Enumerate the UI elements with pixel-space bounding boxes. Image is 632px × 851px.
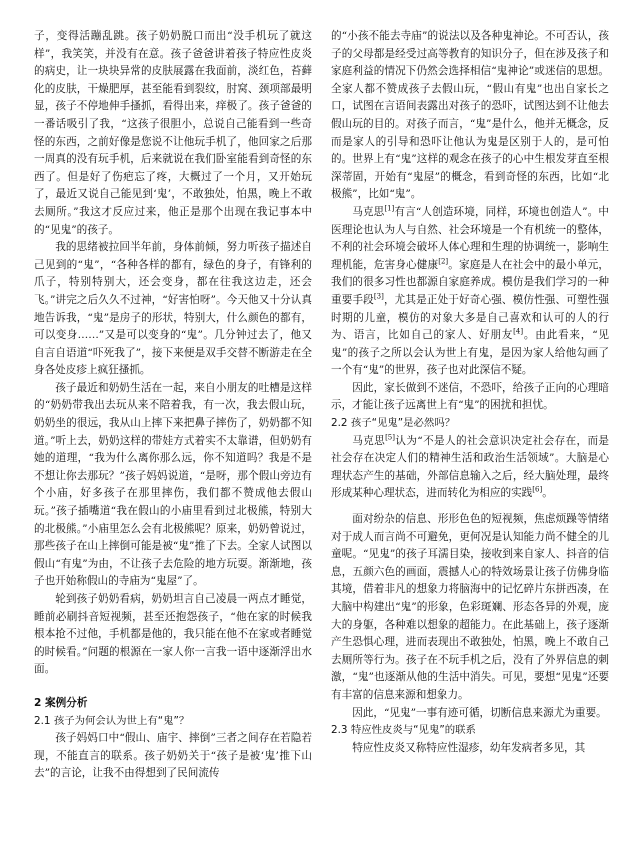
body-paragraph: 子，变得活蹦乱跳。孩子奶奶脱口而出“没手机玩了就这样”，我笑笑，并没有在意。孩子爸爸讲着孩子特应性皮炎的病史，让一块块异常的皮肤展露在我面前，淡红色，苔藓化的皮肤，干燥肥厚，甚至能看到裂纹，肘窝、颈项部最明显，孩子不停地伸手搔抓，看得出来，痒极了。孩子爸爸的一番话吸引了我，“这孩子很胆小，总说自己能看到一些奇怪的东西，之前好像是您说不让他玩手机了，他回家之后那一周真的没有玩手机，后来就说在我们卧室能看到奇怪的东西了。但是好了伤疤忘了疼，大概过了一个月，又开始玩了，最近又说自己能见到‘鬼’，不敢独处，怕黑，晚上不敢去厕所。”我这才反应过来，他正是那个出现在我记事本中的“见鬼”的孩子。	[34, 30, 312, 236]
body-paragraph	[331, 433, 609, 503]
body-paragraph	[331, 204, 609, 380]
text-run: ，尤其是正处于好奇心强、模仿性强、可塑性强时期的儿童，模仿的对象大多是自己喜欢和认可的人的行为、语言，比如自己的家人、好朋友	[331, 293, 610, 342]
text-run: 。	[542, 487, 553, 500]
citation-ref: [1]	[384, 204, 395, 213]
citation-ref: [3]	[373, 292, 384, 301]
body-paragraph: 因此，“见鬼”一事有迹可循，切断信息来源尤为重要。	[352, 706, 607, 719]
right-column	[331, 28, 609, 757]
citation-ref: [2]	[438, 257, 449, 266]
text-run: 马克思	[352, 434, 386, 447]
subsection-heading: 2.2 孩子“见鬼”是必然吗？	[331, 417, 456, 430]
text-run: 认为“不是人的社会意识决定社会存在，而是社会存在决定人们的精神生活和政治生活领域”。大脑是心理状态产生的基础，外部信息输入之后，经大脑处理，最终形成某种心理状态，进而转化为相应的实践	[331, 434, 610, 500]
subsection-heading: 2.3 特应性皮炎与“见鬼”的联系	[331, 724, 476, 737]
subsection-heading: 2.1 孩子为何会认为世上有“鬼”？	[34, 714, 190, 727]
section-spacer	[34, 679, 312, 687]
body-paragraph: 孩子妈妈口中“假山、庙宇、摔倒”三者之间存在若隐若现，不能直言的联系。孩子奶奶关于“孩子是被‘鬼’推下山去”的言论，让我不由得想到了民间流传	[34, 732, 312, 780]
text-run: 有言“人创造环境，同样，环境也创造人”。中医理论也认为人与自然、社会环境是一个有机统一的整体，不利的社会环境会破坏人体心理和生理的协调统一，影响生理机能，危害身心健康	[331, 205, 609, 271]
text-run: 。家庭是人在社会中的最小单元，我们的很多习性也都源自家庭养成。模仿是我们学习的一种重要手段	[331, 258, 610, 306]
body-paragraph: 轮到孩子奶奶看病，奶奶坦言自己凌晨一两点才睡觉，睡前必刷抖音短视频，甚至还抱怨孩子，“他在家的时候我根本抢不过他，手机都是他的，我只能在他不在家或者睡觉的时候看。”问题的根源在一家人你一言我一语中逐渐浮出水面。	[34, 593, 312, 676]
citation-ref: [4]	[513, 327, 524, 336]
citation-ref: [5]	[385, 433, 395, 442]
body-paragraph: 的“小孩不能去寺庙”的说法以及各种鬼神论。不可否认，孩子的父母都是经受过高等教育的知识分子，但在涉及孩子和家庭利益的情况下仍然会选择相信“鬼神论”或迷信的思想。全家人都不赞成孩子去假山玩，“假山有鬼”也出自家长之口，试图在言语间表露出对孩子的恐吓，试图达到不让他去假山玩的目的。对孩子而言，“鬼”是什么，他并无概念，反而是家人的引导和恐吓让他认为鬼是区别于人的，是可怕的。世界上有“鬼”这样的观念在孩子的心中生根发芽直至根深蒂固，开始有“鬼屋”的概念，看到奇怪的东西，比如“北极熊”，比如“鬼”。	[331, 30, 609, 201]
body-paragraph: 我的思绪被拉回半年前，身体前倾，努力听孩子描述自己见到的“鬼”，“各种各样的都有，绿色的身子，有锋利的爪子，特别特别大，还会变身，都在往我这边走，还会飞。”讲完之后久久不过神，“好害怕呀”。今天他又十分认真地告诉我，“鬼”是房子的形状，特别大，什么颜色的都有，可以变身……”又是可以变身的“鬼”。几分钟过去了，他又自言自语道“吓死我了”，接下来便是双手交替不断游走在全身各处皮疹上疯狂搔抓。	[34, 241, 312, 377]
text-run: 马克思	[352, 205, 385, 218]
text-run: 。由此看来，“见鬼”的孩子之所以会认为世上有鬼，是因为家人给他勾画了一个有“鬼”的世界，孩子也对此深信不疑。	[331, 329, 609, 377]
body-paragraph: 孩子最近和奶奶生活在一起，来自小朋友的吐槽是这样的“奶奶带我出去玩从来不陪着我，有一次，我去假山玩，奶奶坐的很远，我从山上摔下来把鼻子摔伤了，奶奶都不知道。”听上去，奶奶这样的带娃方式着实不太靠谱，但奶奶有她的道理，“我为什么离你那么远，你不知道吗？我是不是不想让你去那玩？”孩子妈妈说道，“是呀，那个假山旁边有个小庙，好多孩子在那里摔伤，我们都不赞成他去假山玩。”孩子插嘴道“我在假山的小庙里看到过北极熊，特别大的北极熊。”小庙里怎么会有北极熊呢？原来，奶奶曾说过，那些孩子在山上摔倒可能是被“鬼”推了下去。全家人试图以假山“有鬼”为由，不让孩子去危险的地方玩耍。渐渐地，孩子也开始称假山的寺庙为“鬼屋”了。	[34, 381, 312, 588]
body-paragraph: 因此，家长做到不迷信，不恐吓，给孩子正向的心理暗示，才能让孩子远离世上有“鬼”的困扰和担忧。	[331, 381, 609, 412]
paragraph-spacer	[331, 503, 609, 511]
section-heading: 2 案例分析	[34, 696, 88, 709]
body-paragraph: 面对纷杂的信息、形形色色的短视频，焦虑烦躁等情绪对于成人而言尚不可避免，更何况是认知能力尚不健全的儿童呢。“见鬼”的孩子耳濡目染，接收到来自家人、抖音的信息，五颜六色的画面，震撼人心的特效场景让孩子仿佛身临其境，借着非凡的想象力将脑海中的记忆碎片东拼西凑，在大脑中构建出“鬼”的形象，色彩斑斓、形态各异的外观，庞大的身躯，各种难以想象的超能力。在此基础上，孩子逐渐产生恐惧心理，进而表现出不敢独处，怕黑，晚上不敢自己去厕所等行为。孩子在不玩手机之后，没有了外界信息的刺激，“鬼”也逐渐从他的生活中消失。可见，要想“见鬼”还要有丰富的信息来源和想象力。	[331, 513, 609, 701]
body-paragraph: 特应性皮炎又称特应性湿疹，幼年发病者多见，其	[352, 741, 586, 754]
citation-ref: [6]	[532, 485, 543, 494]
left-column	[34, 28, 312, 783]
